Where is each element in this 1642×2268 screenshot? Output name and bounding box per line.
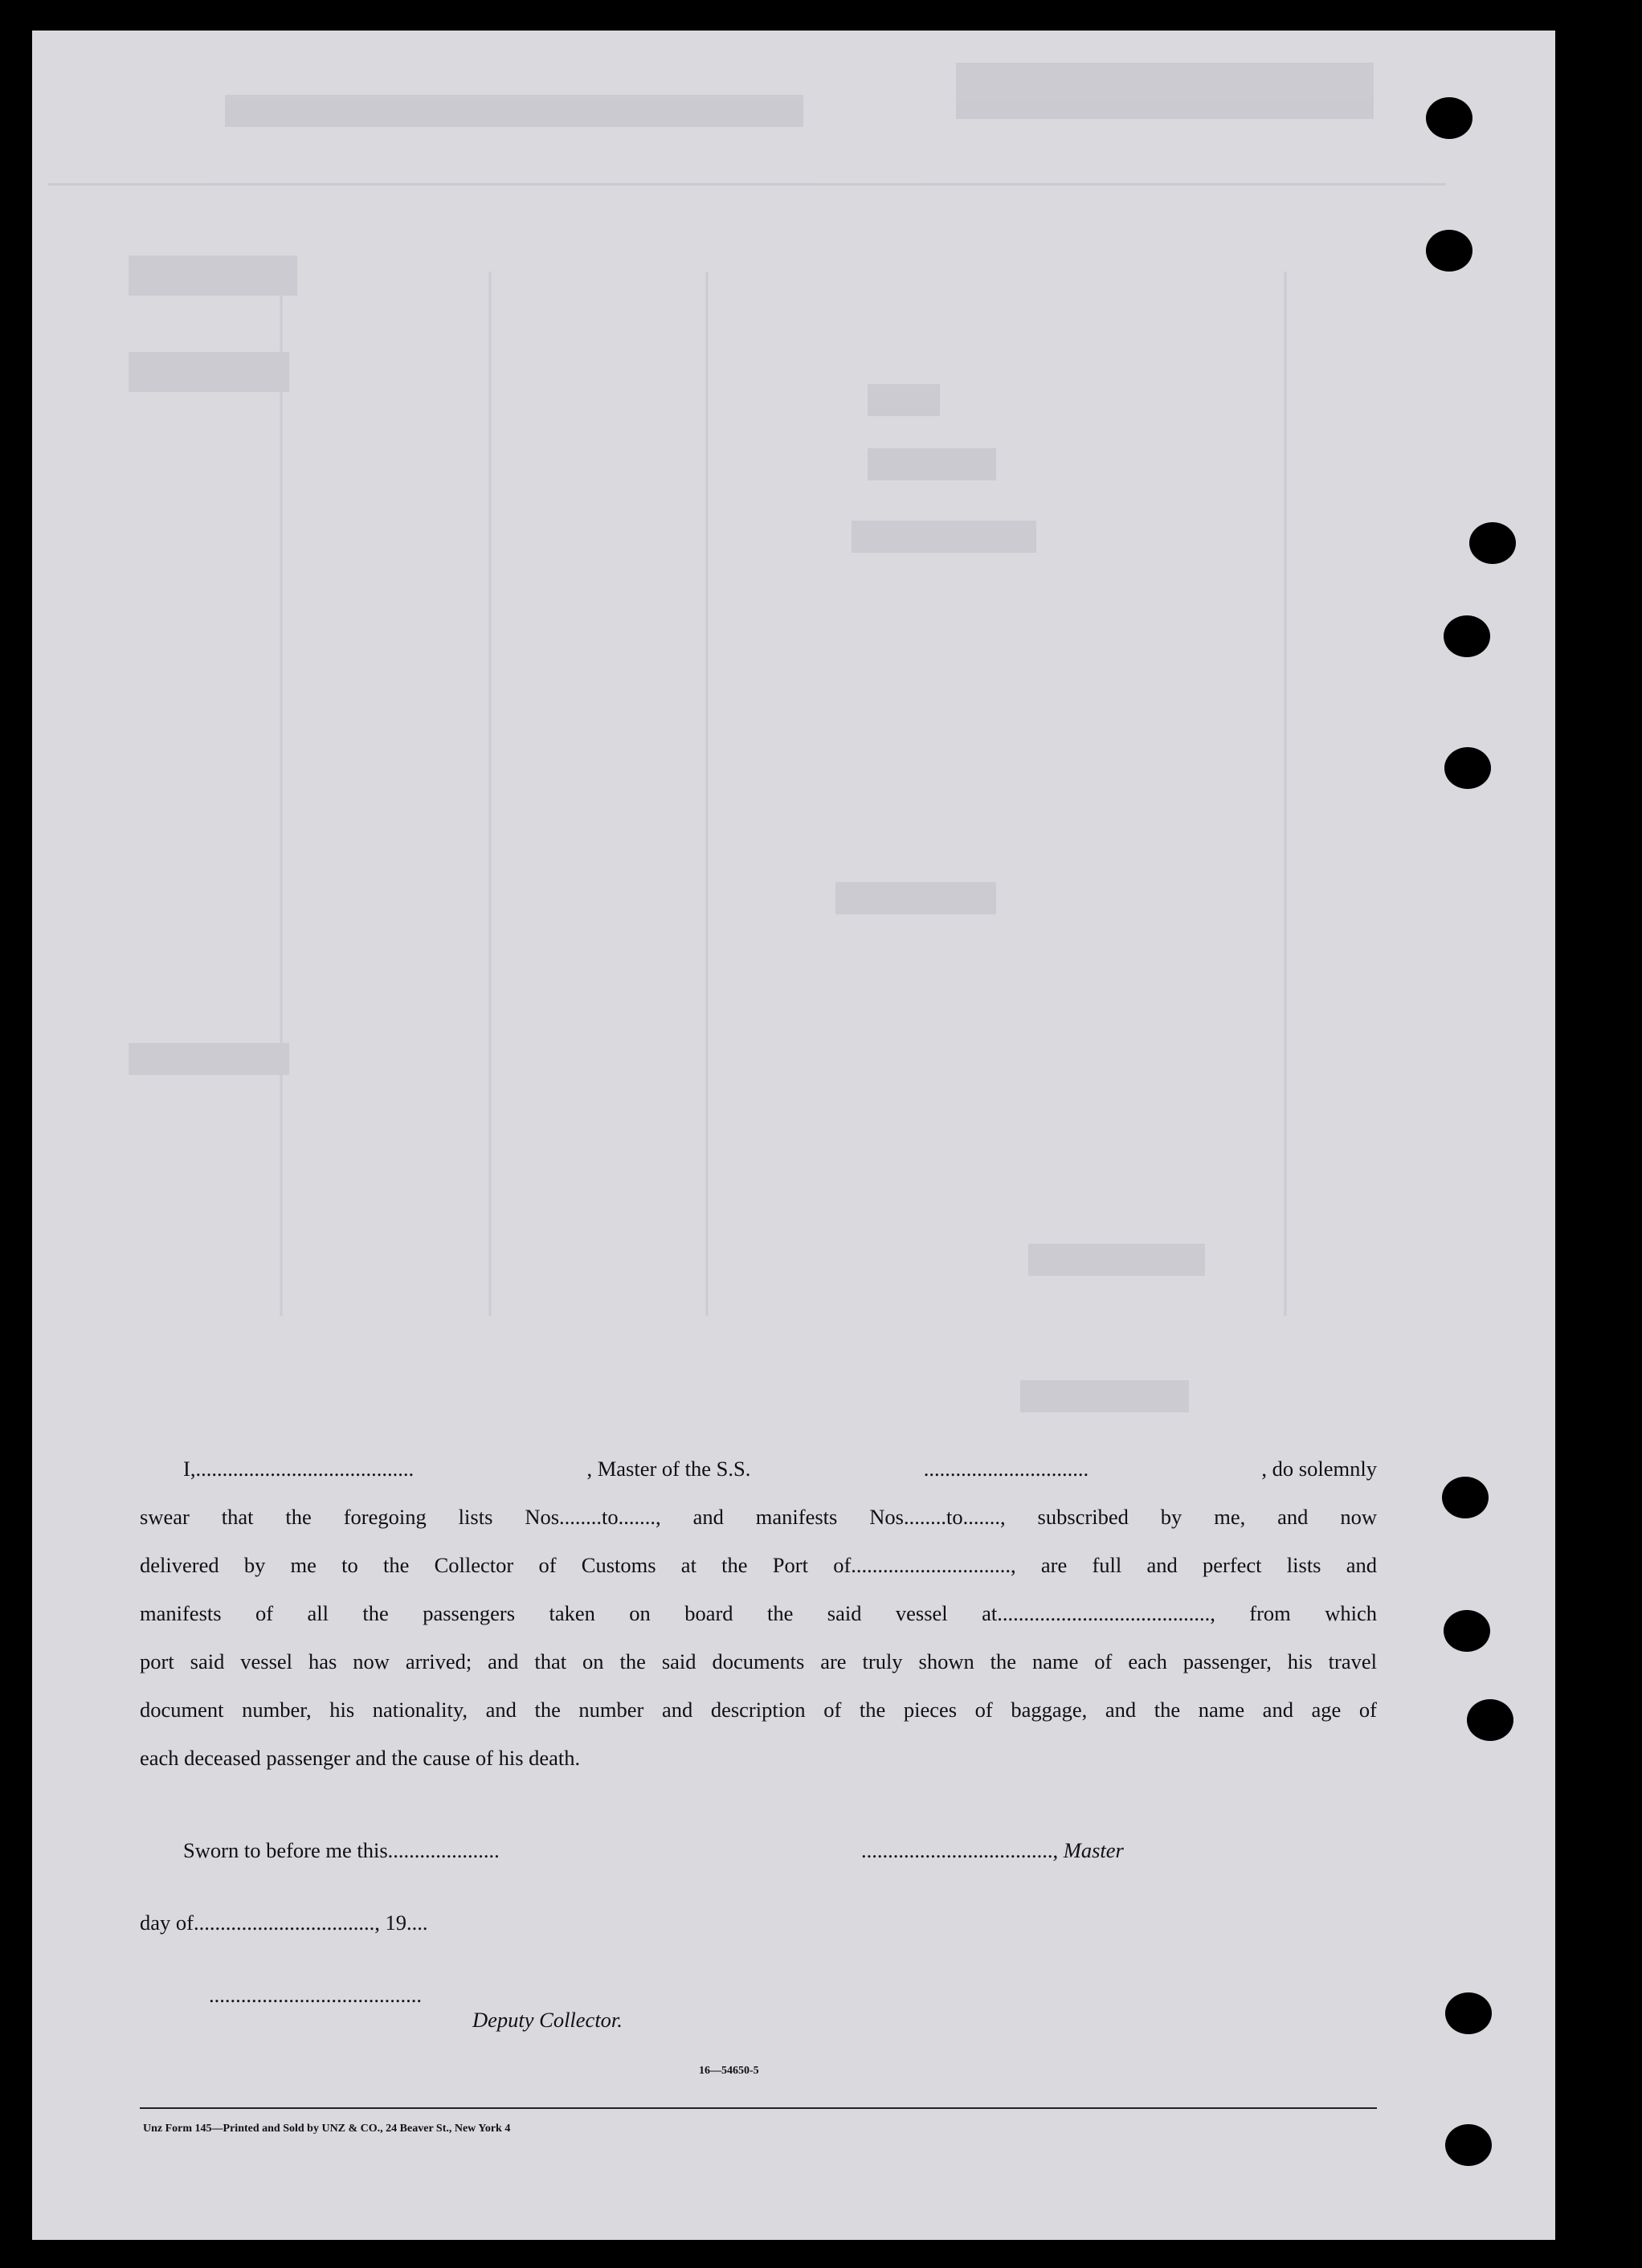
oath-line-3: delivered by me to the Collector of Customs at the Port of.............................., are full and perfect lists and: [140, 1553, 1377, 1577]
punch-hole: [1426, 230, 1472, 272]
printer-imprint: Unz Form 145—Printed and Sold by UNZ & CO., 24 Beaver St., New York 4: [143, 2123, 511, 2135]
punch-hole: [1444, 615, 1490, 657]
oath-line-2: swear that the foregoing lists Nos........to......., and manifests Nos........to......., subscribed by me, and now: [140, 1505, 1377, 1529]
punch-hole: [1445, 2124, 1492, 2166]
punch-hole: [1469, 522, 1516, 564]
master-label: Master: [1063, 1838, 1124, 1862]
punch-hole: [1444, 1610, 1490, 1652]
deputy-collector-blank: ........................................: [209, 1983, 422, 2007]
punch-hole: [1426, 97, 1472, 139]
oath-line-6: document number, his nationality, and the number and description of the pieces of baggage, and the name and age of: [140, 1698, 1377, 1722]
oath-line-4: manifests of all the passengers taken on board the said vessel at........................................, from which: [140, 1601, 1377, 1625]
footer-rule: [140, 2107, 1377, 2109]
punch-hole: [1445, 1992, 1492, 2034]
master-name-blank: I,.........................................: [183, 1457, 415, 1481]
sworn-before-line: Sworn to before me this.....................: [183, 1838, 500, 1862]
oath-line-1: [140, 1457, 1377, 1481]
do-solemnly-text: , do solemnly: [1261, 1457, 1377, 1481]
punch-hole: [1442, 1477, 1489, 1518]
oath-line-5: port said vessel has now arrived; and that on the said documents are truly shown the name of each passenger, his travel: [140, 1649, 1377, 1673]
punch-hole: [1467, 1699, 1513, 1741]
oath-line-7: each deceased passenger and the cause of his death.: [140, 1746, 581, 1770]
bleed-through-texture: [32, 31, 1555, 2240]
master-signature-blank: ....................................,: [861, 1838, 1064, 1862]
master-of-ss-label: , Master of the S.S.: [586, 1457, 751, 1481]
punch-hole: [1444, 747, 1491, 789]
form-code: 16—54650-5: [699, 2065, 759, 2077]
deputy-collector-label: Deputy Collector.: [472, 2008, 623, 2032]
day-of-line: day of.................................., 19....: [140, 1910, 428, 1935]
master-signature-line: [861, 1838, 1124, 1863]
vessel-name-blank: ...............................: [923, 1457, 1089, 1481]
form-sheet: [32, 31, 1555, 2240]
